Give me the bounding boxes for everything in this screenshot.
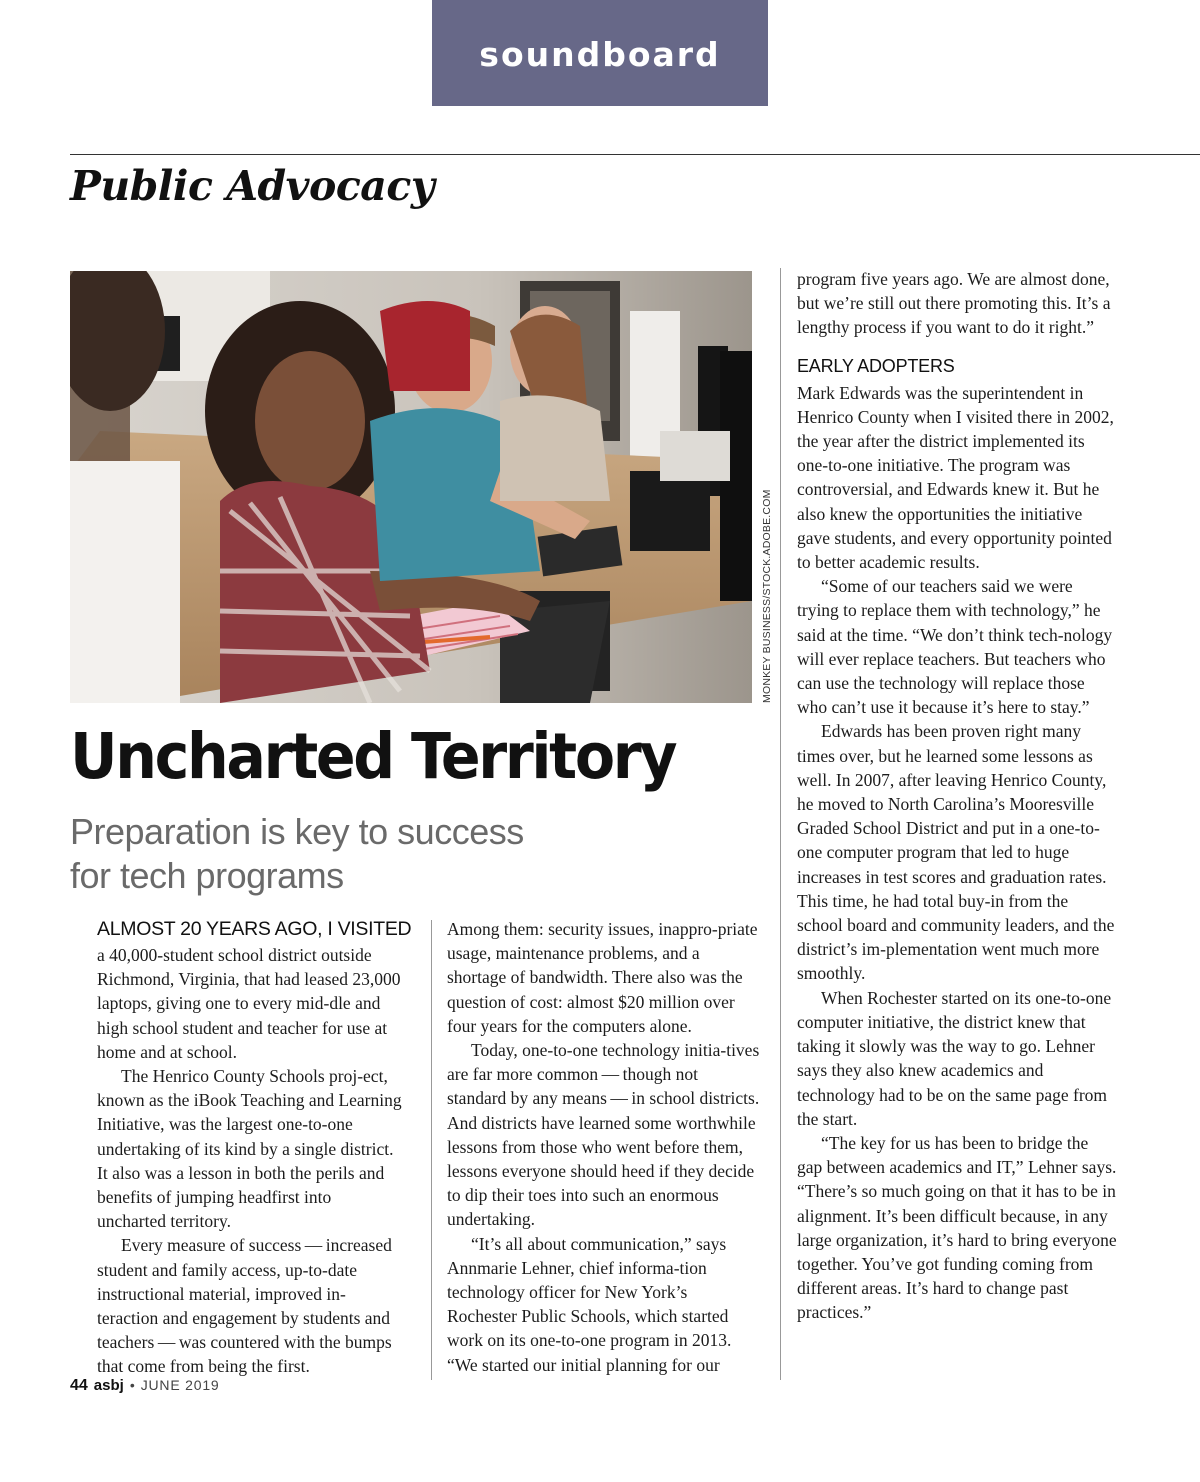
top-rule bbox=[70, 154, 1200, 155]
lead-in: ALMOST 20 YEARS AGO, I VISITED bbox=[97, 918, 412, 940]
body-column-1 bbox=[97, 917, 412, 1379]
classroom-photo-illustration bbox=[70, 271, 752, 703]
magazine-name: asbj bbox=[93, 1377, 124, 1394]
article-photo bbox=[70, 271, 752, 703]
page-number: 44 bbox=[70, 1377, 88, 1394]
paragraph: Today, one-to-one technology initia-tives are far more common — though not standard by any means — in school districts. And districts have learned some worthwhile lessons from those who went before them, lessons everyone should heed if they decide to dip their toes into such an enormous undertaking. bbox=[447, 1040, 760, 1230]
footer-separator: • bbox=[129, 1377, 135, 1393]
paragraph: When Rochester started on its one-to-one computer initiative, the district knew that taking it slowly was the way to go. Lehner says they also knew academics and technology had to be on the same page from the start. bbox=[797, 987, 1112, 1129]
subhead: EARLY ADOPTERS bbox=[797, 355, 955, 376]
column-divider bbox=[780, 268, 781, 1380]
paragraph: Edwards has been proven right many times over, but he learned some lessons as well. In 2007, after leaving Henrico County, he moved to North Carolina’s Mooresville Graded School District and put in a one-to-one computer program that led to huge increases in test scores and graduation rates. This time, he had total buy-in from the school board and community leaders, and the district’s im-plementation went much more smoothly. bbox=[797, 721, 1115, 984]
paragraph: a 40,000-student school district outside Richmond, Virginia, that had leased 23,000 laptops, giving one to every mid-dle and high school student and teacher for use at home and at school. bbox=[97, 945, 401, 1062]
deck bbox=[70, 810, 570, 898]
issue-date: JUNE 2019 bbox=[140, 1377, 220, 1393]
paragraph: The Henrico County Schools proj-ect, known as the iBook Teaching and Learning Initiative, was the largest one-to-one undertaking of its kind by a single district. It also was a lesson in both the perils and benefits of jumping headfirst into uncharted territory. bbox=[97, 1066, 402, 1232]
paragraph: Among them: security issues, inappro-priate usage, maintenance problems, and a shortage of bandwidth. There also was the question of cost: almost $20 million over four years for the computers alone. bbox=[447, 919, 758, 1036]
deck-line: for tech programs bbox=[70, 855, 344, 896]
page-footer bbox=[70, 1377, 220, 1395]
department-title: Public Advocacy bbox=[70, 162, 435, 210]
paragraph: Every measure of success — increased student and family access, up-to-date instructional material, improved in-teraction and engagement by students and teachers — was countered with the bumps that come from being the first. bbox=[97, 1235, 392, 1377]
paragraph: “The key for us has been to bridge the gap between academics and IT,” Lehner says. “There’s so much going on that it has to be in alignment. It’s been difficult because, in any large organization, it’s hard to bring everyone together. You’ve got funding coming from different areas. It’s hard to change past practices.” bbox=[797, 1132, 1117, 1323]
paragraph: “It’s all about communication,” says Annmarie Lehner, chief informa-tion technology officer for New York’s Rochester Public Schools, which started work on its one-to-one program in 2013. “We started our initial planning for our bbox=[447, 1233, 732, 1375]
headline: Uncharted Territory bbox=[70, 720, 676, 793]
deck-line: Preparation is key to success bbox=[70, 811, 524, 852]
body-column-3 bbox=[797, 267, 1117, 1325]
section-banner bbox=[432, 0, 768, 106]
column-divider bbox=[431, 920, 432, 1380]
body-column-2 bbox=[447, 917, 761, 1377]
photo-credit: MONKEY BUSINESS/STOCK.ADOBE.COM bbox=[761, 489, 773, 703]
paragraph: Mark Edwards was the superintendent in Henrico County when I visited there in 2002, the year after the district implemented its one-to-one initiative. The program was controversial, and Edwards knew it. But he also knew the opportunities the initiative gave students, and every opportunity pointed to better academic results. bbox=[797, 382, 1114, 573]
section-banner-label: soundboard bbox=[479, 34, 721, 74]
paragraph: “Some of our teachers said we were trying to replace them with technology,” he said at the time. “We don’t think tech-nology will ever replace teachers. But teachers who can use the technology will replace those who can’t use it because it’s here to stay.” bbox=[797, 576, 1113, 718]
paragraph: program five years ago. We are almost done, but we’re still out there promoting this. It’s a lengthy process if you want to do it right.” bbox=[797, 269, 1111, 338]
